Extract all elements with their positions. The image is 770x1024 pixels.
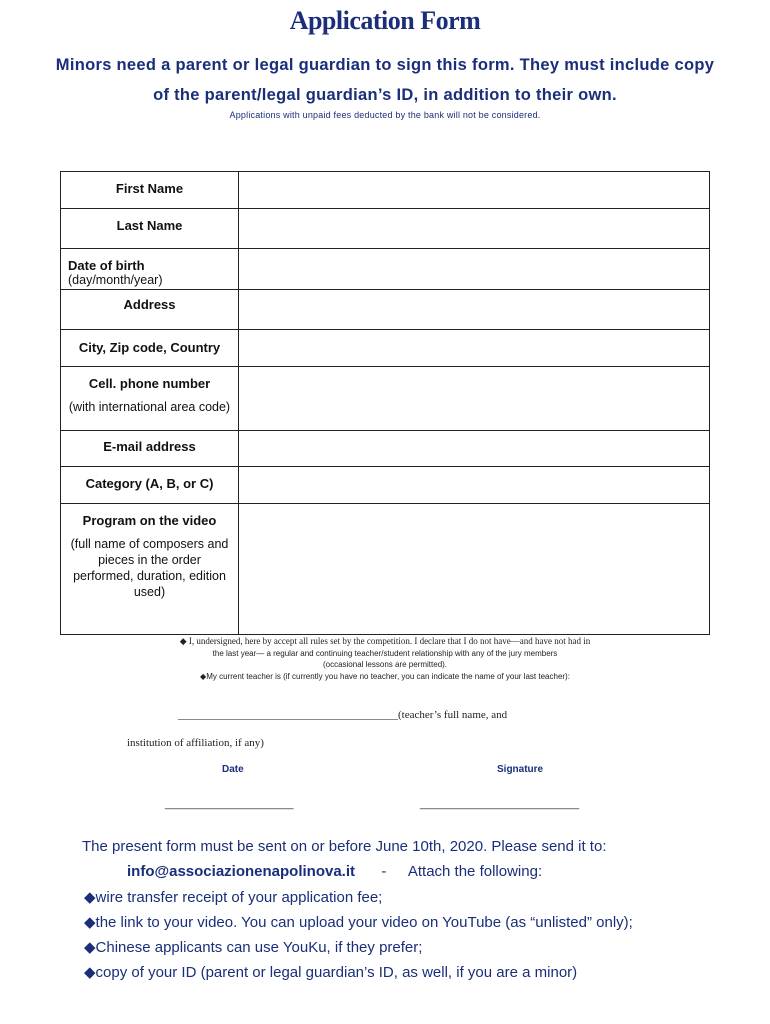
date-line[interactable]: _____________________ [165,798,294,810]
city-label: City, Zip code, Country [61,330,239,367]
declaration-line-3: (occasional lessons are permitted). [322,660,448,669]
institution-text: institution of affiliation, if any) [127,737,264,749]
address-label: Address [61,290,239,330]
minor-notice-line-2: of the parent/legal guardian’s ID, in addition to their own. [153,86,617,104]
email-row [127,863,542,880]
dob-field[interactable] [239,249,710,290]
dob-label: Date of birth (day/month/year) [61,249,239,290]
email-separator: - [381,863,387,880]
email-field[interactable] [239,431,710,467]
teacher-name-line[interactable]: ________________________________________(teacher’s full name, and [178,709,508,721]
minor-notice-line-1: Minors need a parent or legal guardian to sign this form. They must include copy [55,56,715,74]
city-input[interactable] [239,330,709,353]
page-title: Application Form [289,6,481,35]
category-input[interactable] [239,467,709,490]
dob-input[interactable] [239,249,709,272]
unpaid-fees-note: Applications with unpaid fees deducted by the bank will not be considered. [229,110,541,120]
declaration [130,636,640,682]
city-field[interactable] [239,330,710,367]
first-name-field[interactable] [239,172,710,209]
first-name-input[interactable] [239,172,709,195]
declaration-line-2: the last year— a regular and continuing teacher/student relationship with any of the jury members [212,648,558,658]
phone-field[interactable] [239,367,710,431]
attach-label: Attach the following: [407,863,543,880]
signature-line[interactable]: __________________________ [420,798,580,810]
deadline-text: The present form must be sent on or before June 10th, 2020. Please send it to: [82,838,607,855]
phone-input[interactable] [239,367,709,390]
first-name-label: First Name [61,172,239,209]
bullet-item: ◆Chinese applicants can use YouKu, if they prefer; [84,939,423,956]
declaration-line-4: ◆My current teacher is (if currently you have no teacher, you can indicate the name of your last teacher): [200,671,570,681]
category-label: Category (A, B, or C) [61,467,239,504]
last-name-field[interactable] [239,209,710,249]
contact-email-link[interactable]: info@associazionenapolinova.it [127,863,355,880]
last-name-input[interactable] [239,209,709,232]
last-name-label: Last Name [61,209,239,249]
program-label: Program on the video (full name of composers and pieces in the order performed, duration, edition used) [61,504,239,635]
declaration-line-1: ◆ I, undersigned, here by accept all rules set by the competition. I declare that I do not have—and have not had in [179,636,591,646]
email-label: E-mail address [61,431,239,467]
bullet-item: ◆wire transfer receipt of your application fee; [84,889,383,906]
email-input[interactable] [239,431,709,454]
phone-label: Cell. phone number (with international area code) [61,367,239,431]
date-label: Date [222,764,244,775]
program-field[interactable] [239,504,710,635]
address-input[interactable] [239,290,709,313]
address-field[interactable] [239,290,710,330]
bullet-item: ◆copy of your ID (parent or legal guardian’s ID, as well, if you are a minor) [84,964,578,981]
minor-notice [20,50,750,110]
program-input[interactable] [239,504,709,538]
category-field[interactable] [239,467,710,504]
application-table [60,171,710,635]
bullet-item: ◆the link to your video. You can upload your video on YouTube (as “unlisted” only); [84,914,633,931]
signature-label: Signature [497,764,544,775]
